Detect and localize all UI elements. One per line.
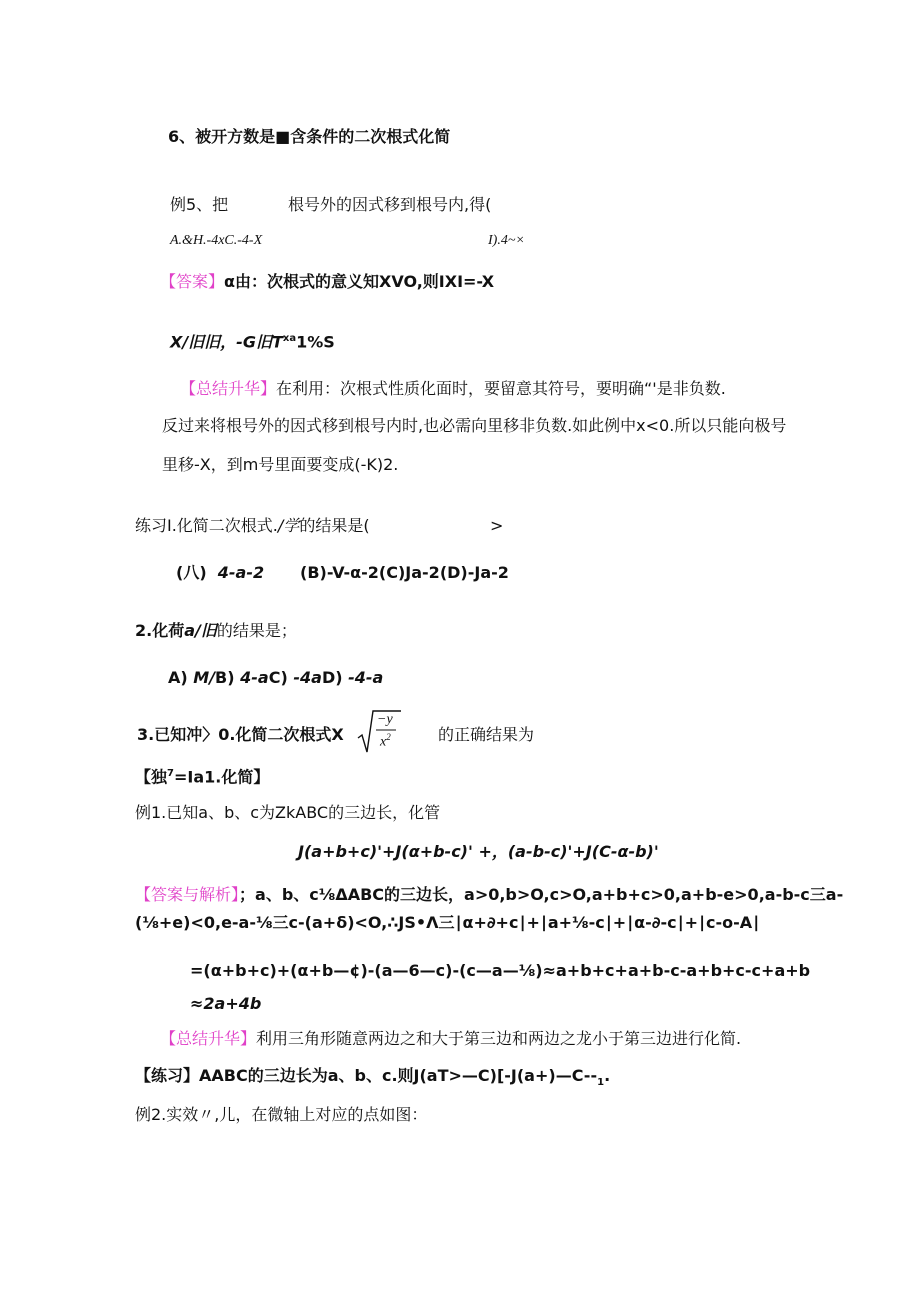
summary-line-1	[180, 379, 726, 399]
practice-2-opt-c-val: -4a	[293, 668, 322, 687]
practice-1-c: 的结果是(	[299, 516, 370, 535]
practice-1-option-a-value: 4-a-2	[217, 563, 265, 582]
section-heading-6: 6、被开方数是■含条件的二次根式化简	[168, 127, 451, 146]
example-1-formula: J(a+b+c)'+J(α+b-c)' +，(a-b-c)'+J(C-α-b)'	[298, 842, 659, 861]
practice-1-a: 练习I.化简二次根式.	[135, 516, 278, 535]
equation-line-1: =(α+b+c)+(α+b—¢)-(a—6—c)-(c—a—⅛)≈a+b+c+a+b-c-a+b+c-c+a+b	[190, 961, 811, 980]
radical-denominator-sup: 2	[386, 732, 391, 742]
practice-1-end: >	[490, 516, 504, 535]
practice-2-a: 2.化荷	[135, 621, 185, 640]
example-5-prefix: 例5、把	[170, 195, 229, 214]
square-root-expression	[356, 708, 402, 756]
answer-analysis-tag: 【答案与解析】	[135, 885, 240, 904]
answer-line-1	[160, 272, 494, 292]
practice-3-tail: 的正确结果为	[438, 725, 535, 744]
answer-text: α由：次根式的意义知XVO,则IXI=-X	[224, 272, 495, 291]
summary-2-tag: 【总结升华】	[160, 1029, 257, 1048]
example-5-option-a-c: A.&H.-4xC.-4-X	[170, 233, 263, 248]
example-5-question: 根号外的因式移到根号内,得(	[288, 195, 492, 214]
answer-line-2-main: X/旧旧，-G旧T	[170, 332, 283, 352]
summary-line-2: 反过来将根号外的因式移到根号内时,也必需向里移非负数.如此例中x<0.所以只能向极号	[162, 416, 787, 435]
practice-2-opt-c-label: C)	[268, 668, 288, 687]
practice-2-opt-a-val: M/	[193, 668, 216, 687]
summary-text: 在利用：次根式性质化面时，要留意其符号，要明确“'是非负数.	[276, 379, 726, 398]
radical-denominator-base: x	[380, 734, 387, 750]
topic-heading-sup: 7	[167, 768, 174, 779]
summary-2	[160, 1029, 741, 1049]
practice-1-option-a	[176, 563, 264, 583]
example-1-question: 例1.已知a、b、c为ZkABC的三边长，化管	[135, 803, 441, 822]
practice-2-question	[135, 621, 297, 641]
practice-4-text: 【练习】AABC的三边长为a、b、c.则J(aT>—C)[-J(a+)—C--	[135, 1066, 598, 1085]
topic-heading-b: =Ia1.化简】	[173, 767, 270, 787]
topic-heading	[135, 764, 269, 787]
practice-2-options	[168, 668, 383, 688]
radical-numerator: −y	[377, 712, 393, 727]
practice-1-question	[135, 516, 370, 536]
practice-2-c: 的结果是；	[216, 621, 297, 640]
practice-4	[135, 1066, 610, 1093]
practice-1-b: /学	[277, 516, 300, 535]
answer-tag: 【答案】	[160, 272, 225, 291]
practice-4-sub: 1	[597, 1077, 605, 1089]
practice-2-opt-b-val: 4-a	[240, 668, 269, 687]
answer-line-2	[170, 329, 335, 352]
summary-line-3: 里移-X，到m号里面要变成(-K)2.	[162, 455, 399, 474]
example-2-question: 例2.实效〃,儿，在微轴上对应的点如图：	[135, 1105, 428, 1124]
practice-2-opt-d-val: -4-a	[348, 668, 384, 687]
practice-1-options-bcd: (B)-V-α-2(C)Ja-2(D)-Ja-2	[300, 563, 509, 582]
practice-2-opt-d-label: D)	[321, 668, 343, 687]
practice-3-question: 3.已知冲〉0.化简二次根式X	[137, 725, 344, 744]
practice-2-opt-b-label: B)	[215, 668, 235, 687]
answer-analysis-line-1	[135, 885, 843, 905]
answer-line-2-tail: 1%S	[296, 332, 335, 352]
practice-1-option-a-label: (八)	[176, 563, 207, 582]
answer-analysis-text: ；a、b、c⅛ΔABC的三边长，a>0,b>O,c>O,a+b+c>0,a+b-e>0,a-b-c三a-	[239, 885, 844, 904]
practice-2-opt-a-label: A)	[168, 668, 188, 687]
summary-2-text: 利用三角形随意两边之和大于第三边和两边之龙小于第三边进行化简.	[256, 1029, 742, 1048]
equation-line-2: ≈2a+4b	[190, 994, 262, 1013]
topic-heading-a: 【独	[135, 767, 168, 787]
practice-2-b: a/旧	[184, 621, 217, 640]
summary-tag: 【总结升华】	[180, 379, 277, 398]
radical-denominator	[380, 732, 391, 751]
example-5-option-d: I).4~×	[488, 233, 525, 248]
answer-line-2-sup: xa	[282, 333, 297, 344]
practice-4-end: .	[604, 1066, 611, 1085]
answer-analysis-line-2: (⅛+e)<0,e-a-⅛三c-(a+δ)<O,∴JS•Λ三∣α+∂+c∣+∣a+⅛-c∣+∣α-∂-c∣+∣c-o-A∣	[135, 913, 761, 932]
